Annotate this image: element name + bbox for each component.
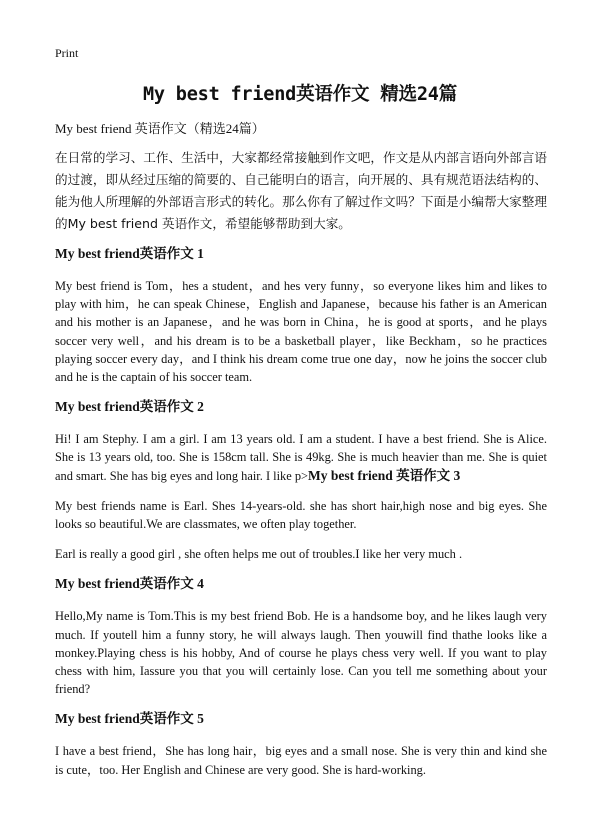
essay-paragraph-1: My best friend is Tom，hes a student，and hes very funny，so everyone likes him and likes to play with him，he can speak Chinese，English and Japanese，because his father is an American and his mother is an Japanese，and he was born in China，he is good at sports，and he plays soccer very well，and his dream is to be a basketball player，like Beckham，so he practices playing soccer every day，and I think his dream come true one day，now he joins the soccer club and he is the captain of his soccer team. [55,279,547,385]
intro-paragraph: 在日常的学习、工作、生活中，大家都经常接触到作文吧，作文是从内部言语向外部言语的过渡，即从经过压缩的简要的、自己能明白的语言，向开展的、具有规范语法结构的、能为他人所理解的外部语言形式的转化。那么你有了解过作文吗？下面是小编帮大家整理的My best friend 英语作文，希望能够帮助到大家。 [55,150,547,231]
section-heading-1: My best friend英语作文 1 [55,246,204,261]
page-title: My best friend英语作文 精选24篇 [142,84,458,105]
section-heading-2: My best friend英语作文 2 [55,399,204,415]
section-heading-4: My best friend英语作文 4 [55,576,204,592]
essay-paragraph-2-text: Hi! I am Stephy. I am a girl. I am 13 years old. I am a student. I have a best friend. She is Alice. She is 13 years old, too. She is 158cm tall. She is 49kg. She is much heavier than me. She is quiet and smart. She has big eyes and long hair. I like p> [55,432,547,483]
section-heading-5: My best friend英语作文 5 [55,711,204,727]
essay-paragraph-2 [55,430,547,485]
section-heading-3: My best friend 英语作文 3 [308,467,461,483]
article-body [55,118,547,791]
article-subtitle: My best friend 英语作文（精选24篇） [55,121,265,136]
essay-paragraph-5: I have a best friend，She has long hair，big eyes and a small nose. She is very thin and kind she is cute，too. Her English and Chinese are very good. She is hard-working. [55,744,547,777]
essay-paragraph-3a: My best friends name is Earl. Shes 14-years-old. she has short hair,high nose and big eyes. She looks so beautiful.We are classmates, we often play together. [55,498,547,532]
print-label: Print [55,46,79,60]
essay-paragraph-3b: Earl is really a good girl , she often helps me out of troubles.I like her very much . [55,547,463,562]
essay-paragraph-4: Hello,My name is Tom.This is my best friend Bob. He is a handsome boy, and he likes laugh very much. If youtell him a funny story, he will always laugh. Then youwill find thathe looks like a monkey.Playing chess is his hobby, And of course he plays chess very well. If you want to play chess with him, Iassure you that you will certainly lose. Can you tell me something about your friend? [55,609,547,697]
